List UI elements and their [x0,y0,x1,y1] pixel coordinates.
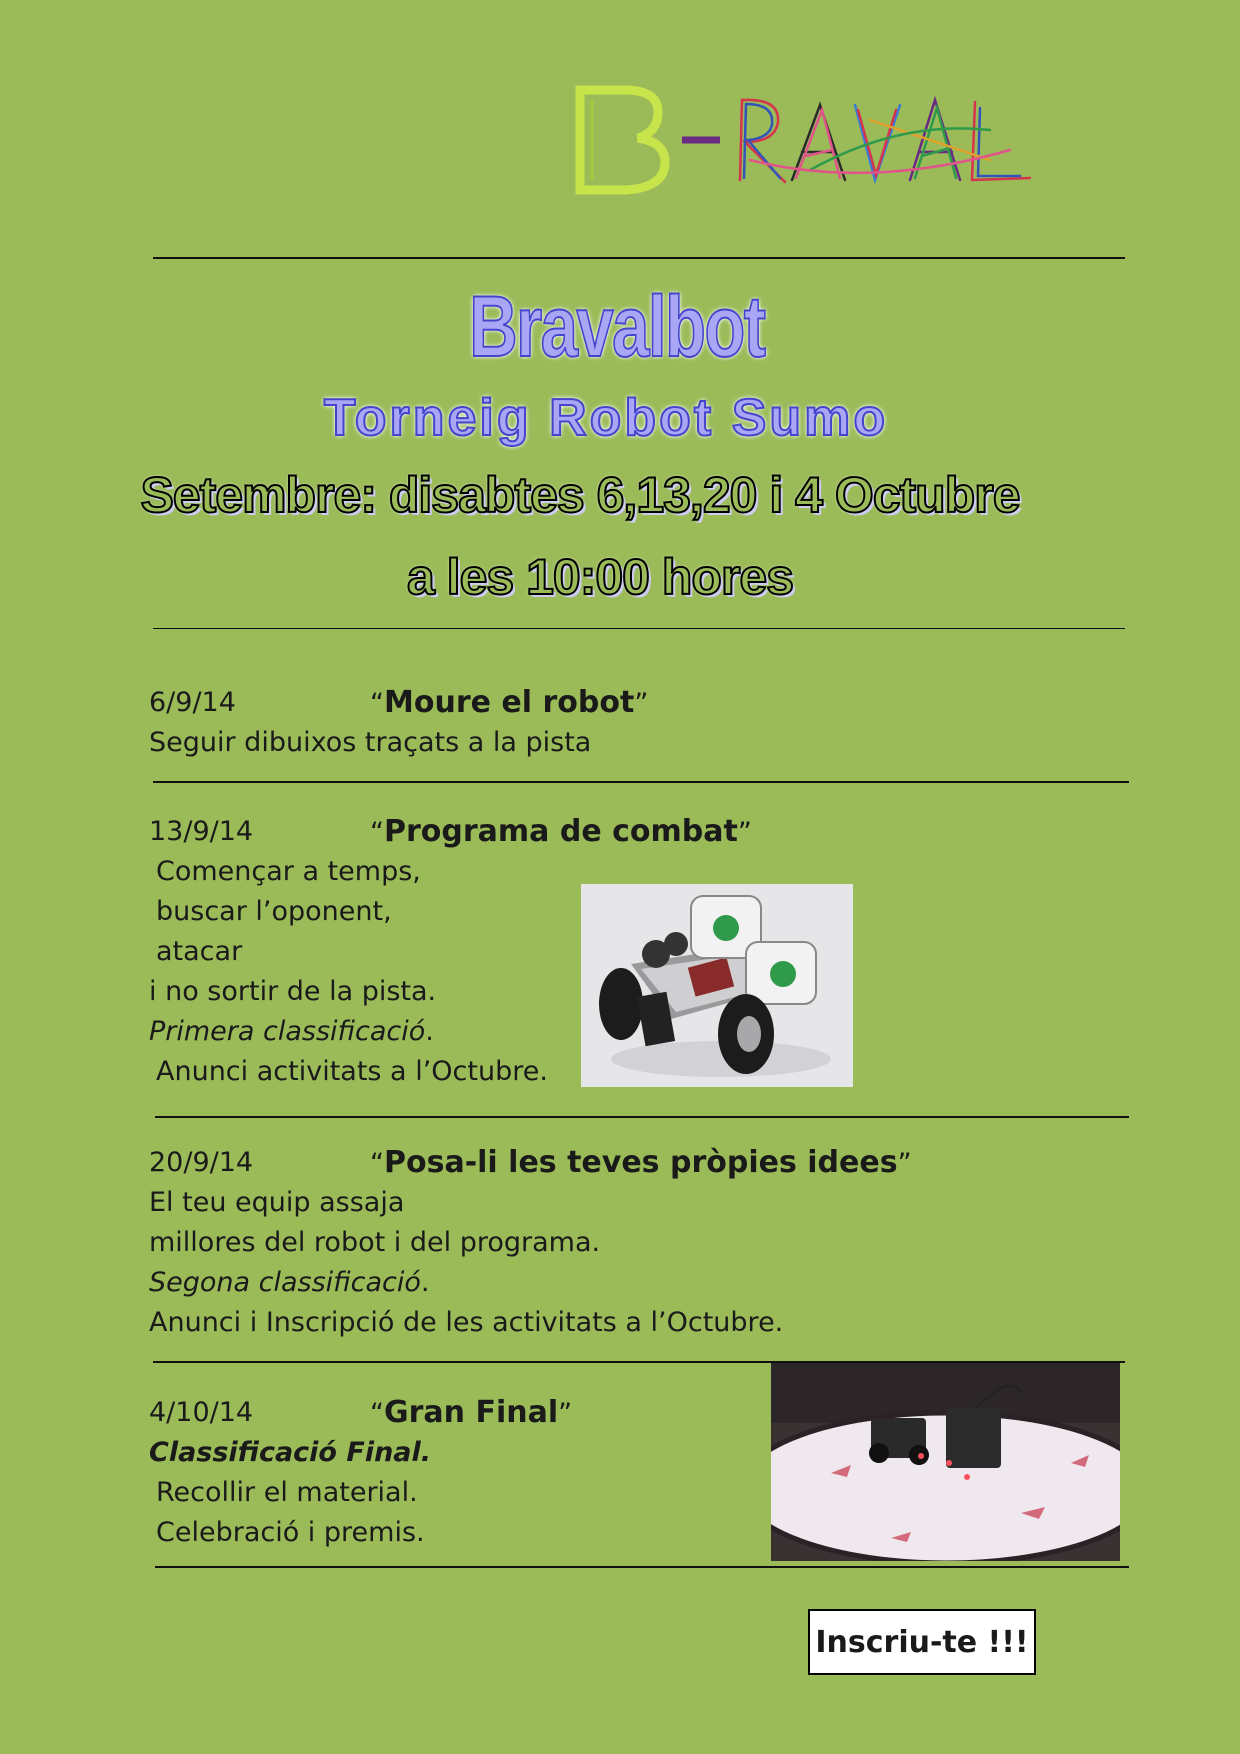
register-button[interactable]: Inscriu-te !!! [808,1609,1036,1675]
session-line: atacar [156,936,243,967]
arena-photo [771,1363,1120,1561]
session-title: “Programa de combat” [370,814,752,849]
session-line: buscar l’oponent, [156,896,392,927]
session-date: 13/9/14 [149,816,254,847]
top-divider [153,257,1125,259]
session-line: Classificació Final. [149,1437,432,1468]
session-line: Anunci i Inscripció de les activitats a l’Octubre. [149,1307,784,1338]
session-line: Primera classificació. [149,1016,434,1047]
header-divider [153,628,1125,629]
schedule-dates: Setembre: disabtes 6,13,20 i 4 Octubre [140,467,1020,523]
session-line: Segona classificació. [149,1267,430,1298]
session-line: Celebració i premis. [156,1517,425,1548]
session-date: 4/10/14 [149,1397,254,1428]
session-title: “Gran Final” [370,1395,573,1430]
footer-divider [155,1566,1129,1568]
session-title: “Posa-li les teves pròpies idees” [370,1145,912,1180]
page-title: Bravalbot [469,279,765,375]
session-divider [153,781,1129,783]
b-raval-logo [570,60,1040,220]
session-line: Seguir dibuixos traçats a la pista [149,727,592,758]
session-date: 20/9/14 [149,1147,254,1178]
robot-photo [581,884,853,1087]
schedule-time: a les 10:00 hores [406,549,794,605]
page-subtitle: Torneig Robot Sumo [323,389,889,447]
session-line: millores del robot i del programa. [149,1227,601,1258]
session-title: “Moure el robot” [370,685,649,720]
session-date: 6/9/14 [149,687,236,718]
session-line: Començar a temps, [156,856,421,887]
session-line: Anunci activitats a l’Octubre. [156,1056,548,1087]
session-line: i no sortir de la pista. [149,976,437,1007]
session-line: El teu equip assaja [149,1187,405,1218]
session-line: Recollir el material. [156,1477,418,1508]
session-divider [155,1116,1129,1118]
